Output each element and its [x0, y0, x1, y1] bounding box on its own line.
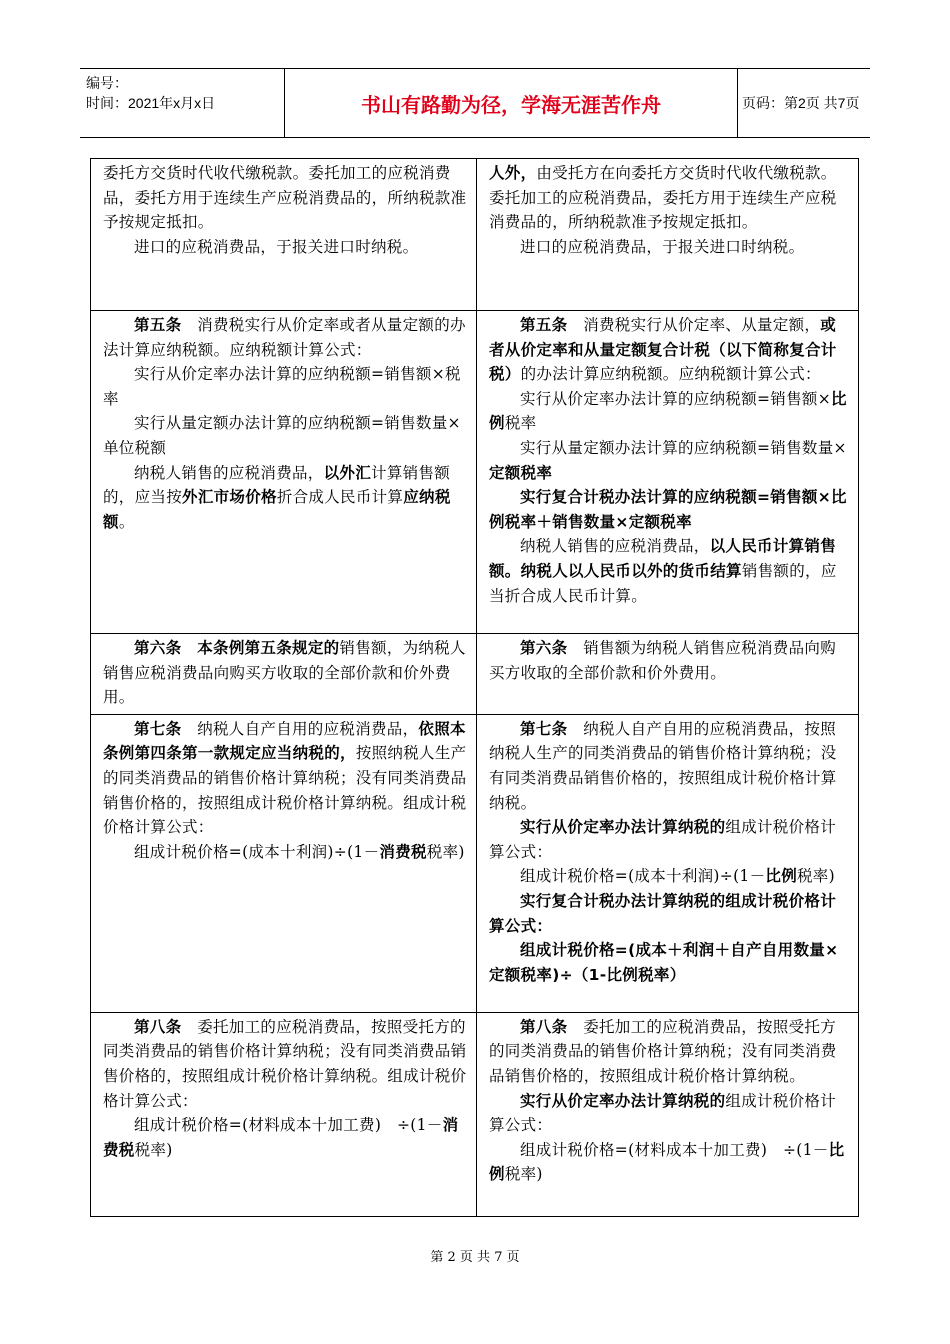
text-run: 组成计税价格=(成本十利润)÷(1－	[520, 867, 766, 886]
text-run	[181, 639, 197, 657]
text-run: 进口的应税消费品，于报关进口时纳税。	[520, 237, 805, 256]
text-run: 实行从量定额办法计算的应纳税额=销售数量×	[520, 438, 847, 457]
emphasized-text: 第八条	[520, 1017, 568, 1036]
article-paragraph	[103, 235, 468, 260]
text-run: 组成计税价格计算公式：	[489, 818, 837, 861]
emphasized-text: 第七条	[520, 719, 568, 738]
emphasized-text: 比例	[489, 389, 847, 433]
header-motto: 书山有路勤为径，学海无涯苦作舟	[284, 69, 738, 137]
page-header	[80, 68, 870, 138]
article-paragraph	[103, 161, 468, 235]
emphasized-text: 实行从价定率办法计算纳税的	[520, 1091, 726, 1110]
text-run: 税率	[504, 414, 537, 433]
article-paragraph	[489, 161, 850, 235]
text-run: 消费税实行从价定率或者从量定额的办法计算应纳税额。应纳税额计算公式：	[103, 316, 466, 359]
text-run: 的办法计算应纳税额。应纳税额计算公式：	[520, 365, 821, 384]
header-page-number: 页码：第2页 共7页	[742, 95, 860, 111]
article-paragraph	[103, 840, 468, 865]
text-run: 税率)	[426, 842, 465, 861]
article-paragraph	[489, 485, 850, 534]
table-row	[91, 714, 859, 1012]
text-run: 折合成人民币计算	[276, 488, 404, 507]
emphasized-text: 人外，	[489, 164, 537, 182]
text-run: 税率)	[504, 1165, 543, 1184]
emphasized-text: 消费税	[379, 842, 427, 861]
emphasized-text: 依照本条例第四条第一款规定应当纳税的，	[103, 719, 466, 763]
old-article-cell	[91, 1012, 477, 1216]
emphasized-text: 第五条	[520, 316, 568, 334]
article-paragraph	[489, 636, 850, 685]
table-row	[91, 159, 859, 311]
emphasized-text: 以人民币计算销售额。纳税人以人民币以外的货币结算	[489, 537, 837, 580]
old-article-cell	[91, 159, 477, 311]
emphasized-text: 本条例第五条规定的	[197, 639, 340, 657]
comparison-table-body	[91, 159, 859, 1217]
article-paragraph	[489, 1015, 850, 1089]
article-paragraph	[103, 1015, 468, 1113]
emphasized-text: 第七条	[134, 719, 182, 738]
text-run: 纳税人销售的应税消费品，	[134, 463, 324, 482]
emphasized-text: 消费税	[103, 1116, 459, 1159]
text-run: 组成计税价格=(材料成本十加工费) ÷(1－	[520, 1140, 829, 1159]
emphasized-text: 第六条	[134, 639, 182, 657]
text-run: 税率)	[797, 867, 835, 886]
header-meta	[86, 73, 282, 113]
article-paragraph	[103, 636, 468, 710]
text-run: 纳税人自产自用的应税消费品，按照纳税人生产的同类消费品的销售价格计算纳税；没有同类消费品销售价格的，按照组成计税价格计算纳税。	[489, 719, 837, 812]
article-paragraph	[103, 313, 468, 362]
emphasized-text: 或者从价定率和从量定额复合计税（以下简称复合计税）	[489, 316, 837, 384]
new-article-cell	[477, 714, 859, 1012]
text-run: 销售额，为纳税人销售应税消费品向购买方收取的全部价款和价外费用。	[103, 639, 466, 707]
text-run: 按照纳税人生产的同类消费品的销售价格计算纳税；没有同类消费品销售价格的，按照组成计税价格计算纳税。组成计税价格计算公式：	[103, 744, 467, 837]
article-paragraph	[489, 1089, 850, 1138]
article-paragraph	[489, 815, 850, 864]
table-row	[91, 634, 859, 715]
text-run: 委托加工的应税消费品，按照受托方的同类消费品的销售价格计算纳税；没有同类消费品销售价格的，按照组成计税价格计算纳税。	[489, 1017, 837, 1085]
emphasized-text: 外汇市场价格	[182, 488, 277, 507]
emphasized-text: 实行复合计税办法计算的应纳税额=销售额×比例税率＋销售数量×定额税率	[489, 488, 847, 531]
text-run: 组成计税价格计算公式：	[489, 1091, 837, 1135]
new-article-cell	[477, 159, 859, 311]
article-paragraph	[489, 864, 850, 889]
emphasized-text: 组成计税价格=(成本＋利润＋自产自用数量×定额税率)÷（1-比例税率）	[489, 941, 839, 984]
emphasized-text: 第五条	[134, 316, 182, 334]
text-run: 由受托方在向委托方交货时代收代缴税款。委托加工的应税消费品，委托方用于连续生产应税消费品的，所纳税款准予按规定抵扣。	[489, 164, 837, 232]
article-paragraph	[103, 461, 468, 535]
text-run: 委托方交货时代收代缴税款。委托加工的应税消费品，委托方用于连续生产应税消费品的，所纳税款准予按规定抵扣。	[103, 164, 467, 232]
article-paragraph	[489, 313, 850, 387]
article-paragraph	[489, 387, 850, 436]
header-number: 编号：	[86, 75, 128, 91]
text-run: 消费税实行从价定率、从量定额，	[567, 316, 821, 334]
emphasized-text: 定额税率	[489, 463, 553, 482]
article-paragraph	[489, 534, 850, 608]
article-paragraph	[489, 938, 850, 987]
article-paragraph	[489, 889, 850, 938]
text-run: 纳税人销售的应税消费品，	[520, 537, 710, 556]
text-run: 实行从价定率办法计算的应纳税额=销售额×税率	[103, 365, 461, 408]
article-paragraph	[103, 411, 468, 460]
old-article-cell	[91, 714, 477, 1012]
text-run: 组成计税价格=(成本十利润)÷(1－	[134, 842, 380, 861]
text-run: 委托加工的应税消费品，按照受托方的同类消费品的销售价格计算纳税；没有同类消费品销售价格的，按照组成计税价格计算纳税。组成计税价格计算公式：	[103, 1017, 467, 1110]
table-row	[91, 1012, 859, 1216]
emphasized-text: 比例	[765, 867, 797, 886]
new-article-cell	[477, 1012, 859, 1216]
article-paragraph	[103, 717, 468, 840]
old-article-cell	[91, 311, 477, 634]
text-run: 纳税人自产自用的应税消费品，	[181, 719, 419, 738]
page-footer: 第 2 页 共 7 页	[430, 1250, 520, 1265]
article-paragraph	[489, 1138, 850, 1187]
text-run: 销售额的，应当折合成人民币计算。	[489, 561, 837, 605]
new-article-cell	[477, 634, 859, 715]
article-paragraph	[103, 362, 468, 411]
text-run: 销售额为纳税人销售应税消费品向购买方收取的全部价款和价外费用。	[489, 639, 837, 682]
article-paragraph	[489, 436, 850, 485]
new-article-cell	[477, 311, 859, 634]
emphasized-text: 第六条	[520, 639, 568, 657]
header-date: 时间：2021年x月x日	[86, 95, 216, 111]
text-run: 实行从价定率办法计算的应纳税额=销售额×	[520, 389, 831, 408]
article-paragraph	[489, 717, 850, 815]
old-article-cell	[91, 634, 477, 715]
text-run: 进口的应税消费品，于报关进口时纳税。	[134, 237, 419, 256]
comparison-table	[90, 158, 859, 1217]
text-run: 实行从量定额办法计算的应纳税额=销售数量×单位税额	[103, 414, 461, 457]
emphasized-text: 以外汇	[323, 463, 372, 482]
article-paragraph	[489, 235, 850, 260]
emphasized-text: 比例	[489, 1140, 845, 1184]
text-run: 。	[118, 512, 135, 531]
emphasized-text: 第八条	[134, 1017, 182, 1036]
text-run: 计算销售额的，应当按	[103, 463, 451, 507]
text-run: 组成计税价格=(材料成本十加工费) ÷(1－	[134, 1116, 443, 1135]
emphasized-text: 实行从价定率办法计算纳税的	[520, 818, 726, 837]
emphasized-text: 实行复合计税办法计算纳税的组成计税价格计算公式：	[489, 891, 837, 935]
article-paragraph	[103, 1113, 468, 1162]
text-run: 税率)	[134, 1140, 173, 1159]
table-row	[91, 311, 859, 634]
emphasized-text: 应纳税额	[103, 488, 451, 531]
